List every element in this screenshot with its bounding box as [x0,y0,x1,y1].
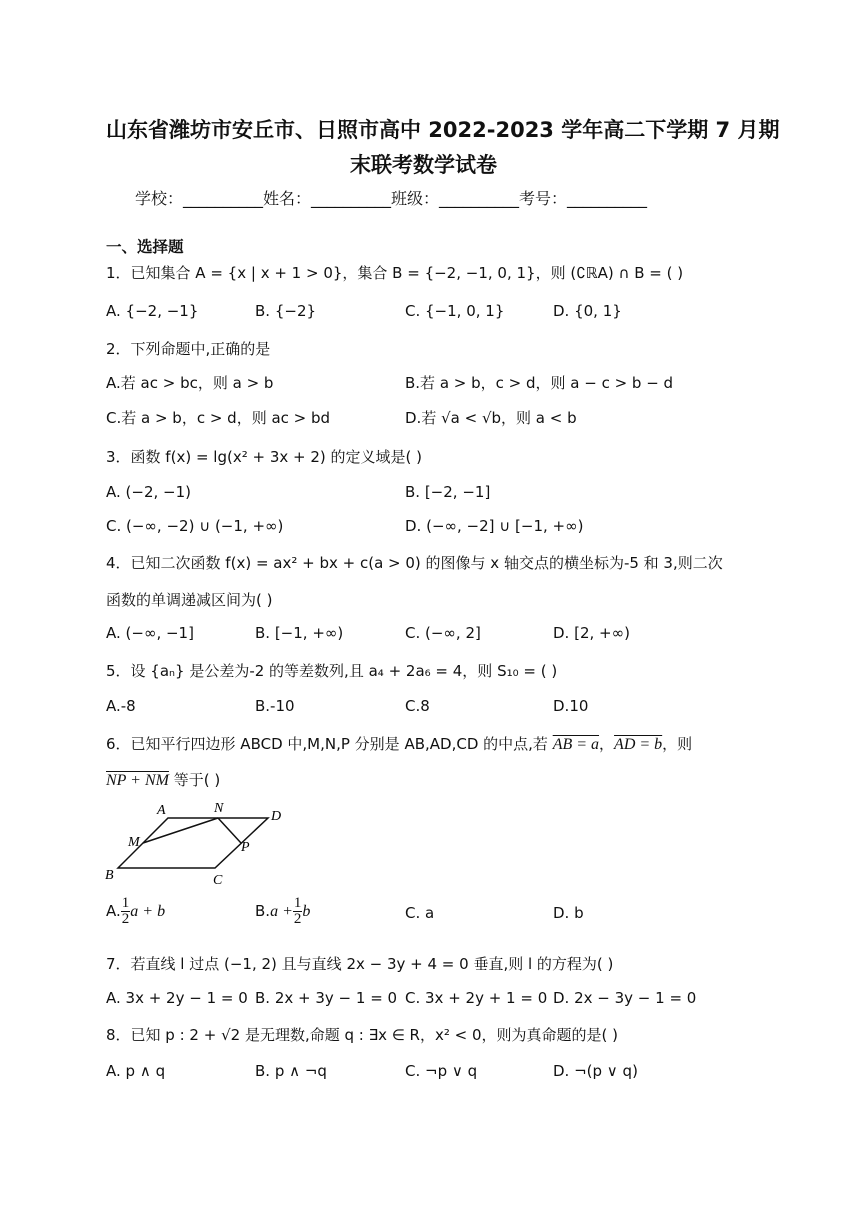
question-2-stem: 2．下列命题中,正确的是 [106,340,271,358]
question-1-option-c: C. {−1, 0, 1} [405,302,505,320]
question-1-stem: 1．已知集合 A = {x | x + 1 > 0}，集合 B = {−2, −1, 0, 1}，则 (∁ℝA) ∩ B = ( ) [106,264,684,282]
question-8-option-c: C. ¬p ∨ q [405,1062,478,1080]
question-5-stem: 5．设 {aₙ} 是公差为-2 的等差数列,且 a₄ + 2a₆ = 4，则 S₁₀ = ( ) [106,662,558,680]
student-info-line: 学校：__________姓名：__________班级：__________考号：__________ [135,189,648,208]
fraction-denominator: 2 [121,911,130,927]
question-2-option-d: D.若 √a < √b，则 a < b [405,409,577,427]
question-2-option-c: C.若 a > b，c > d，则 ac > bd [106,409,331,427]
question-8-option-d: D. ¬(p ∨ q) [553,1062,638,1080]
question-6-stem-text: 6．已知平行四边形 ABCD 中,M,N,P 分别是 AB,AD,CD 的中点,若 [106,735,548,753]
label-d: D [271,809,282,824]
fraction-numerator: 1 [121,895,130,911]
question-8-option-a: A. p ∧ q [106,1062,166,1080]
question-6-stem-line2 [106,769,220,790]
fraction-one-half-b [293,896,303,927]
label-p: P [241,840,250,855]
fraction-numerator: 1 [293,895,302,911]
question-1-option-b: B. {−2} [255,302,317,320]
question-5-option-c: C.8 [405,697,430,715]
question-7-option-c: C. 3x + 2y + 1 = 0 [405,989,548,1007]
question-2-option-a: A.若 ac > bc，则 a > b [106,374,274,392]
option-a-letter: A. [106,902,121,920]
question-6-stem-end: ，则 [662,735,693,753]
question-6-stem-line1: 6．已知平行四边形 ABCD 中,M,N,P 分别是 AB,AD,CD 的中点,若 AB = a，AD = b，则 [106,735,693,753]
question-3-option-b: B. [−2, −1] [405,483,491,501]
question-7-option-a: A. 3x + 2y − 1 = 0 [106,989,248,1007]
section-heading-choice: 一、选择题 [106,238,184,256]
question-5-option-d: D.10 [553,697,589,715]
vector-ad-equation: AD = b [614,736,663,753]
option-a-expression: a + b [130,903,166,920]
exam-title-line2: 末联考数学试卷 [350,153,497,177]
question-7-stem: 7．若直线 l 过点 (−1, 2) 且与直线 2x − 3y + 4 = 0 垂直,则 l 的方程为( ) [106,955,614,973]
parallelogram-figure [100,798,300,890]
question-7-option-d: D. 2x − 3y − 1 = 0 [553,989,697,1007]
question-4-stem-line2: 函数的单调递减区间为( ) [106,591,273,609]
question-1-option-a: A. {−2, −1} [106,302,199,320]
question-3-stem: 3．函数 f(x) = lg(x² + 3x + 2) 的定义域是( ) [106,448,422,466]
question-5-option-a: A.-8 [106,697,136,715]
exam-title-line1: 山东省潍坊市安丘市、日照市高中 2022-2023 学年高二下学期 7 月期 [106,118,780,142]
question-3-option-c: C. (−∞, −2) ∪ (−1, +∞) [106,517,284,535]
question-4-option-c: C. (−∞, 2] [405,624,481,642]
question-8-stem: 8．已知 p : 2 + √2 是无理数,命题 q : ∃x ∈ R，x² < 0，则为真命题的是( ) [106,1026,618,1044]
question-7-option-b: B. 2x + 3y − 1 = 0 [255,989,398,1007]
label-b: B [105,868,114,883]
question-8-option-b: B. p ∧ ¬q [255,1062,327,1080]
question-6-option-b [255,896,310,927]
question-6-stem-line2-end: 等于( ) [173,771,221,789]
option-b-expression-end: b [302,903,311,920]
question-6-option-a [106,896,165,927]
question-2-option-b: B.若 a > b，c > d，则 a − c > b − d [405,374,674,392]
question-4-option-b: B. [−1, +∞) [255,624,344,642]
label-a: A [157,803,166,818]
question-1-option-d: D. {0, 1} [553,302,622,320]
segment-np [218,818,241,843]
question-4-option-d: D. [2, +∞) [553,624,630,642]
question-4-option-a: A. (−∞, −1] [106,624,194,642]
fraction-one-half-a [121,896,131,927]
label-c: C [213,873,223,888]
vector-ab-equation: AB = a [552,736,600,753]
fraction-denominator: 2 [293,911,302,927]
option-b-expression-start: a + [270,903,293,920]
question-4-stem-line1: 4．已知二次函数 f(x) = ax² + bx + c(a > 0) 的图像与 x 轴交点的横坐标为-5 和 3,则二次 [106,554,723,572]
label-m: M [128,835,140,850]
option-b-letter: B. [255,902,271,920]
question-5-option-b: B.-10 [255,697,295,715]
segment-nm [143,818,218,843]
question-3-option-a: A. (−2, −1) [106,483,191,501]
question-6-option-c: C. a [405,904,435,922]
label-n: N [214,801,224,816]
question-3-option-d: D. (−∞, −2] ∪ [−1, +∞) [405,517,584,535]
question-6-option-d: D. b [553,904,584,922]
vector-np-plus-nm: NP + NM [106,772,169,789]
